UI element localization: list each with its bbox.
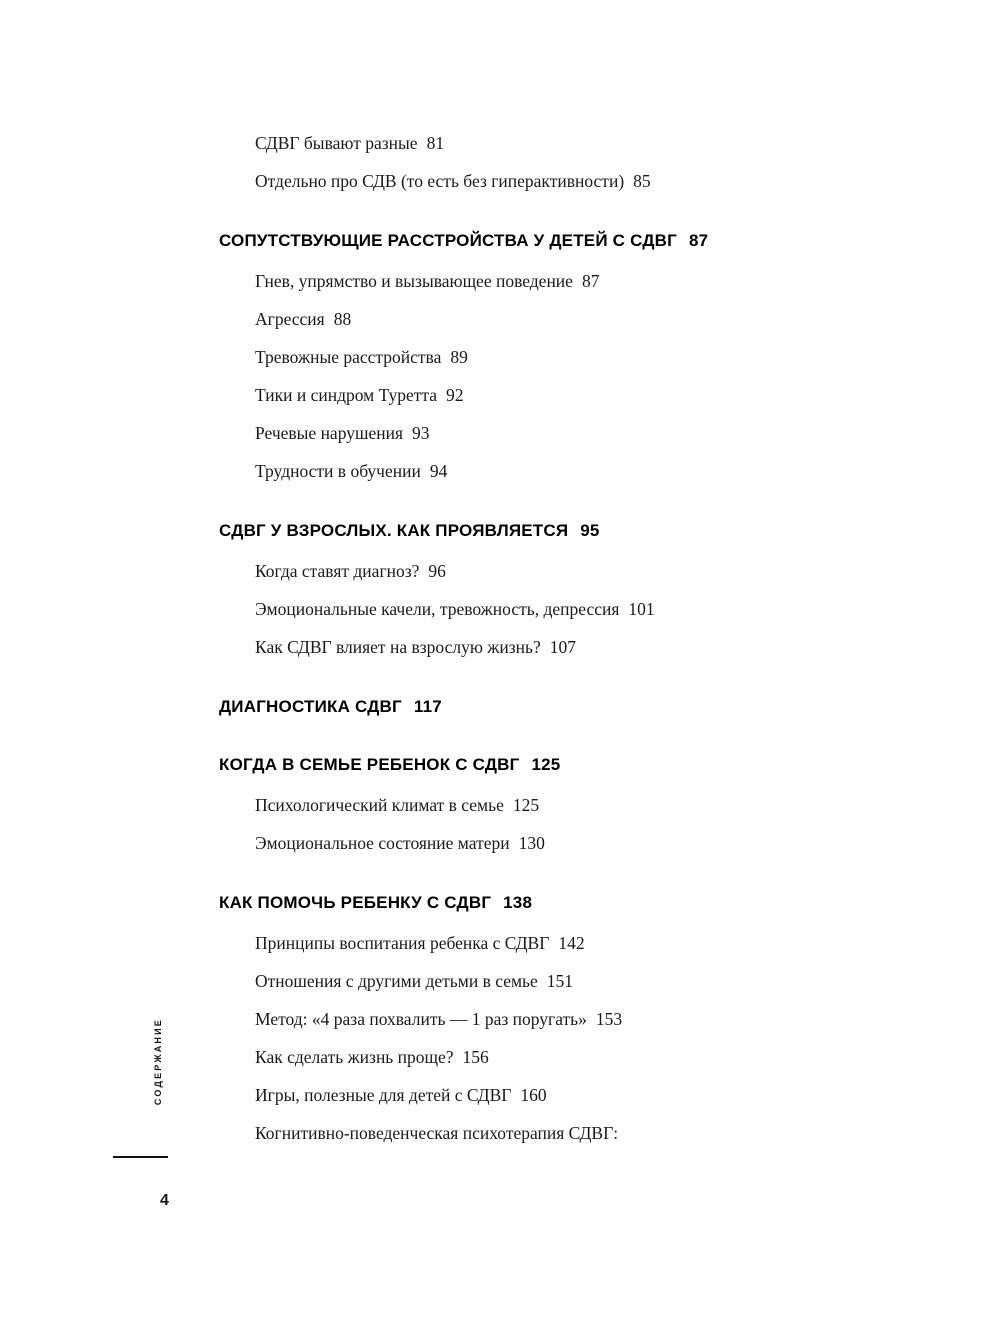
running-head-label: СОДЕРЖАНИЕ [153,1018,163,1106]
toc-subsection-entry[interactable] [255,824,859,862]
toc-entry-page: 81 [426,133,445,153]
toc-entry-page: 101 [628,599,655,619]
toc-entry-page: 87 [688,231,709,250]
toc-subsection-entry[interactable] [255,1114,859,1152]
toc-entry-title: Игры, полезные для детей с СДВГ [255,1085,512,1105]
toc-entry-title: Психологический климат в семье [255,795,504,815]
toc-entry-page: 88 [333,309,352,329]
toc-section-entry[interactable] [219,748,859,782]
page-number: 4 [160,1192,169,1209]
toc-entry-title: Метод: «4 раза похвалить — 1 раз поругать» [255,1009,587,1029]
toc-entry-title: Гнев, упрямство и вызывающее поведение [255,271,573,291]
toc-entry-title: Эмоциональные качели, тревожность, депрессия [255,599,620,619]
toc-subsection-entry[interactable] [255,338,859,376]
toc-entry-page: 125 [531,755,561,774]
toc-subsection-entry[interactable] [255,552,859,590]
toc-subsection-entry[interactable] [255,590,859,628]
toc-subsection-entry[interactable] [255,1000,859,1038]
toc-entry-title: Тревожные расстройства [255,347,442,367]
toc-entry-page: 93 [412,423,430,443]
margin-rule [113,1156,168,1158]
toc-entry-title: Отдельно про СДВ (то есть без гиперактивности) [255,171,625,191]
toc-entry-page: 117 [413,697,442,716]
toc-subsection-entry[interactable] [255,300,859,338]
toc-entry-page: 85 [633,171,651,191]
toc-entry-title: Речевые нарушения [255,423,403,443]
toc-subsection-entry[interactable] [255,124,859,162]
toc-subsection-entry[interactable] [255,452,859,490]
toc-entry-title: Как СДВГ влияет на взрослую жизнь? [255,637,541,657]
toc-entry-title: Отношения с другими детьми в семье [255,971,538,991]
toc-subsection-entry[interactable] [255,162,859,200]
toc-entry-page: 156 [462,1047,489,1067]
running-head [148,1018,168,1148]
toc-subsection-entry[interactable] [255,262,859,300]
toc-entry-page: 160 [520,1085,547,1105]
toc-entry-page: 107 [549,637,577,657]
table-of-contents [219,124,859,1152]
toc-entry-title: Когнитивно-поведенческая психотерапия СДВГ: [255,1123,619,1143]
toc-entry-page: 138 [503,893,533,912]
toc-entry-title: КАК ПОМОЧЬ РЕБЕНКУ С СДВГ [219,893,492,912]
toc-entry-title: Принципы воспитания ребенка с СДВГ [255,933,550,953]
toc-entry-title: СДВГ У ВЗРОСЛЫХ. КАК ПРОЯВЛЯЕТСЯ [219,521,569,540]
toc-entry-title: КОГДА В СЕМЬЕ РЕБЕНОК С СДВГ [219,755,520,774]
toc-entry-page: 95 [580,521,600,540]
toc-entry-title: Эмоциональное состояние матери [255,833,510,853]
toc-entry-page: 125 [512,795,540,815]
toc-entry-title: Трудности в обучении [255,461,421,481]
toc-section-entry[interactable] [219,886,859,920]
toc-entry-page: 89 [450,347,468,367]
toc-entry-title: Как сделать жизнь проще? [255,1047,454,1067]
toc-entry-page: 142 [558,933,585,953]
toc-entry-title: СДВГ бывают разные [255,133,418,153]
toc-subsection-entry[interactable] [255,414,859,452]
toc-subsection-entry[interactable] [255,1038,859,1076]
toc-entry-page: 153 [595,1009,623,1029]
toc-entry-page: 92 [445,385,464,405]
toc-section-entry[interactable] [219,690,859,724]
toc-entry-page: 151 [546,971,574,991]
toc-entry-title: Когда ставят диагноз? [255,561,420,581]
toc-entry-title: СОПУТСТВУЮЩИЕ РАССТРОЙСТВА У ДЕТЕЙ С СДВГ [219,231,677,250]
toc-entry-title: Тики и синдром Туретта [255,385,437,405]
toc-entry-page: 87 [581,271,600,291]
toc-entry-title: Агрессия [255,309,325,329]
toc-subsection-entry[interactable] [255,628,859,666]
toc-section-entry[interactable] [219,514,859,548]
toc-subsection-entry[interactable] [255,924,859,962]
toc-subsection-entry[interactable] [255,1076,859,1114]
toc-subsection-entry[interactable] [255,786,859,824]
toc-subsection-entry[interactable] [255,376,859,414]
toc-entry-title: ДИАГНОСТИКА СДВГ [219,697,402,716]
toc-entry-page: 130 [518,833,545,853]
toc-entry-page: 94 [429,461,448,481]
toc-subsection-entry[interactable] [255,962,859,1000]
toc-entry-page: 96 [428,561,446,581]
toc-section-entry[interactable] [219,224,859,258]
